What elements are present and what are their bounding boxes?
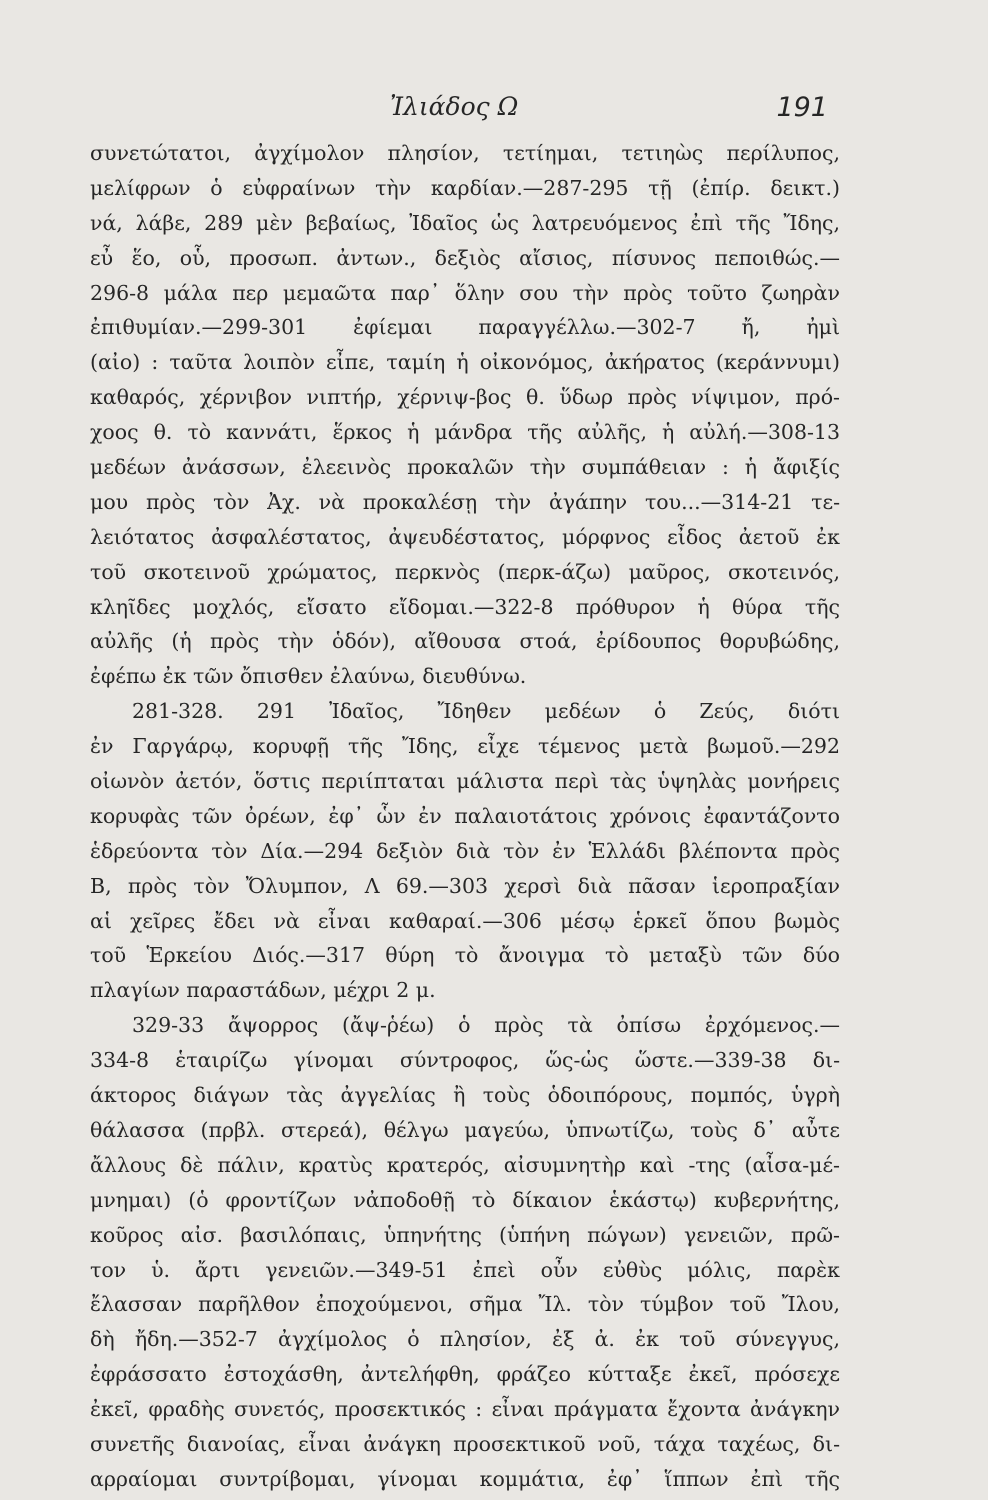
text-line: ἐκεῖ, φραδὴς συνετός, προσεκτικός : εἶναι πράγματα ἔχοντα ἀνάγκην <box>90 1397 840 1422</box>
page-number: 191 <box>776 92 828 123</box>
text-line: (αἰο) : ταῦτα λοιπὸν εἶπε, ταμίη ἡ οἰκονόμος, ἀκήρατος (κεράννυμι) <box>90 350 840 375</box>
text-line: αἱ χεῖρες ἔδει νὰ εἶναι καθαραί.—306 μέσῳ ἑρκεῖ ὅπου βωμὸς <box>90 908 840 933</box>
text-line: οἰωνὸν ἀετόν, ὅστις περιίπταται μάλιστα περὶ τὰς ὑψηλὰς μονήρεις <box>90 769 840 794</box>
text-line: ἔλασσαν παρῆλθον ἐποχούμενοι, σῆμα Ἴλ. τὸν τύμβον τοῦ Ἴλου, <box>90 1292 840 1317</box>
text-line: δὴ ἤδη.—352-7 ἀγχίμολος ὁ πλησίον, ἐξ ἀ. ἐκ τοῦ σύνεγγυς, <box>90 1327 840 1352</box>
text-line: τον ὑ. ἄρτι γενειῶν.—349-51 ἐπεὶ οὖν εὐθὺς μόλις, παρὲκ <box>90 1257 840 1282</box>
text-line: τοῦ σκοτεινοῦ χρώματος, περκνὸς (περκ-άζω) μαῦρος, σκοτεινός, <box>90 559 840 584</box>
text-line: πλαγίων παραστάδων, μέχρι 2 μ. <box>90 978 436 1003</box>
text-line: ἑδρεύοντα τὸν Δία.—294 δεξιὸν διὰ τὸν ἐν Ἑλλάδι βλέποντα πρὸς <box>90 838 840 863</box>
text-line: κληῖδες μοχλός, εἴσατο εἴδομαι.—322-8 πρόθυρον ἡ θύρα τῆς <box>90 594 840 619</box>
text-line: 281-328. 291 Ἰδαῖος, Ἴδηθεν μεδέων ὁ Ζεύς, διότι <box>132 699 840 724</box>
text-line: κορυφὰς τῶν ὀρέων, ἐφ᾽ ὧν ἐν παλαιοτάτοις χρόνοις ἐφαντάζοντο <box>90 803 840 828</box>
text-line: θάλασσα (πρβλ. στερεά), θέλγω μαγεύω, ὑπνωτίζω, τοὺς δ᾽ αὖτε <box>90 1117 840 1142</box>
text-line: ἐφέπω ἐκ τῶν ὄπισθεν ἐλαύνω, διευθύνω. <box>90 664 527 689</box>
text-line: χοος θ. τὸ καννάτι, ἕρκος ἡ μάνδρα τῆς αὐλῆς, ἡ αὐλή.—308-13 <box>90 420 840 445</box>
text-line: Β, πρὸς τὸν Ὄλυμπον, Λ 69.—303 χερσὶ διὰ πᾶσαν ἱεροπραξίαν <box>90 873 840 898</box>
text-line: μνημαι) (ὁ φροντίζων νἀποδοθῇ τὸ δίκαιον ἑκάστῳ) κυβερνήτης, <box>90 1187 840 1212</box>
text-line: 334-8 ἑταιρίζω γίνομαι σύντροφος, ὥς-ὡς ὥστε.—339-38 δι- <box>90 1048 840 1073</box>
text-line: μου πρὸς τὸν Ἀχ. νὰ προκαλέσῃ τὴν ἀγάπην του...—314-21 τε- <box>90 489 840 514</box>
text-line: ἐπιθυμίαν.—299-301 ἐφίεμαι παραγγέλλω.—302-7 ἤ, ἠμὶ <box>90 315 840 340</box>
text-line: συνετώτατοι, ἀγχίμολον πλησίον, τετίημαι, τετιηὼς περίλυπος, <box>90 141 840 165</box>
text-line: μελίφρων ὁ εὐφραίνων τὴν καρδίαν.—287-295 τῇ (ἐπίρ. δεικτ.) <box>90 175 840 200</box>
text-line: 329-33 ἄψορρος (ἄψ-ῥέω) ὁ πρὸς τὰ ὀπίσω ἐρχόμενος.— <box>132 1013 840 1038</box>
text-line: συνετῆς διανοίας, εἶναι ἀνάγκη προσεκτικοῦ νοῦ, τάχα ταχέως, δι- <box>90 1431 840 1456</box>
running-title: Ἰλιάδος Ω <box>390 92 519 121</box>
text-line: νά, λάβε, 289 μὲν βεβαίως, Ἰδαῖος ὡς λατρευόμενος ἐπὶ τῆς Ἴδης, <box>90 210 840 235</box>
text-line: εὖ ἕο, οὗ, προσωπ. ἀντων., δεξιὸς αἴσιος, πίσυνος πεποιθώς.— <box>90 245 840 270</box>
running-header <box>90 92 828 132</box>
text-line: τοῦ Ἑρκείου Διός.—317 θύρη τὸ ἄνοιγμα τὸ μεταξὺ τῶν δύο <box>90 943 840 968</box>
text-line: μεδέων ἀνάσσων, ἐλεεινὸς προκαλῶν τὴν συμπάθειαν : ἡ ἄφιξίς <box>90 455 840 480</box>
text-line: καθαρός, χέρνιβον νιπτήρ, χέρνιψ-βος θ. ὕδωρ πρὸς νίψιμον, πρό- <box>90 385 840 410</box>
text-line: άκτορος διάγων τὰς ἀγγελίας ἢ τοὺς ὁδοιπόρους, πομπός, ὑγρὴ <box>90 1083 840 1108</box>
text-line: αρραίομαι συντρίβομαι, γίνομαι κομμάτια, ἐφ᾽ ἵππων ἐπὶ τῆς <box>90 1466 840 1491</box>
text-line: λειότατος ἀσφαλέστατος, ἀψευδέστατος, μόρφνος εἶδος ἀετοῦ ἐκ <box>90 524 840 549</box>
text-line: ἐν Γαργάρῳ, κορυφῇ τῆς Ἴδης, εἶχε τέμενος μετὰ βωμοῦ.—292 <box>90 734 840 759</box>
text-line: ἐφράσσατο ἐστοχάσθη, ἀντελήφθη, φράζεο κύτταξε ἐκεῖ, πρόσεχε <box>90 1362 840 1387</box>
text-line: 296-8 μάλα περ μεμαῶτα παρ᾽ ὅλην σου τὴν πρὸς τοῦτο ζωηρὰν <box>90 280 840 305</box>
text-line: κοῦρος αἰσ. βασιλόπαις, ὑπηνήτης (ὑπήνη πώγων) γενειῶν, πρῶ- <box>90 1222 840 1247</box>
text-line: αὐλῆς (ἡ πρὸς τὴν ὁδόν), αἴθουσα στοά, ἐρίδουπος θορυβώδης, <box>90 629 840 654</box>
text-line: ἄλλους δὲ πάλιν, κρατὺς κρατερός, αἰσυμνητὴρ καὶ -της (αἶσα-μέ- <box>90 1152 840 1177</box>
commentary-text <box>90 136 840 1497</box>
